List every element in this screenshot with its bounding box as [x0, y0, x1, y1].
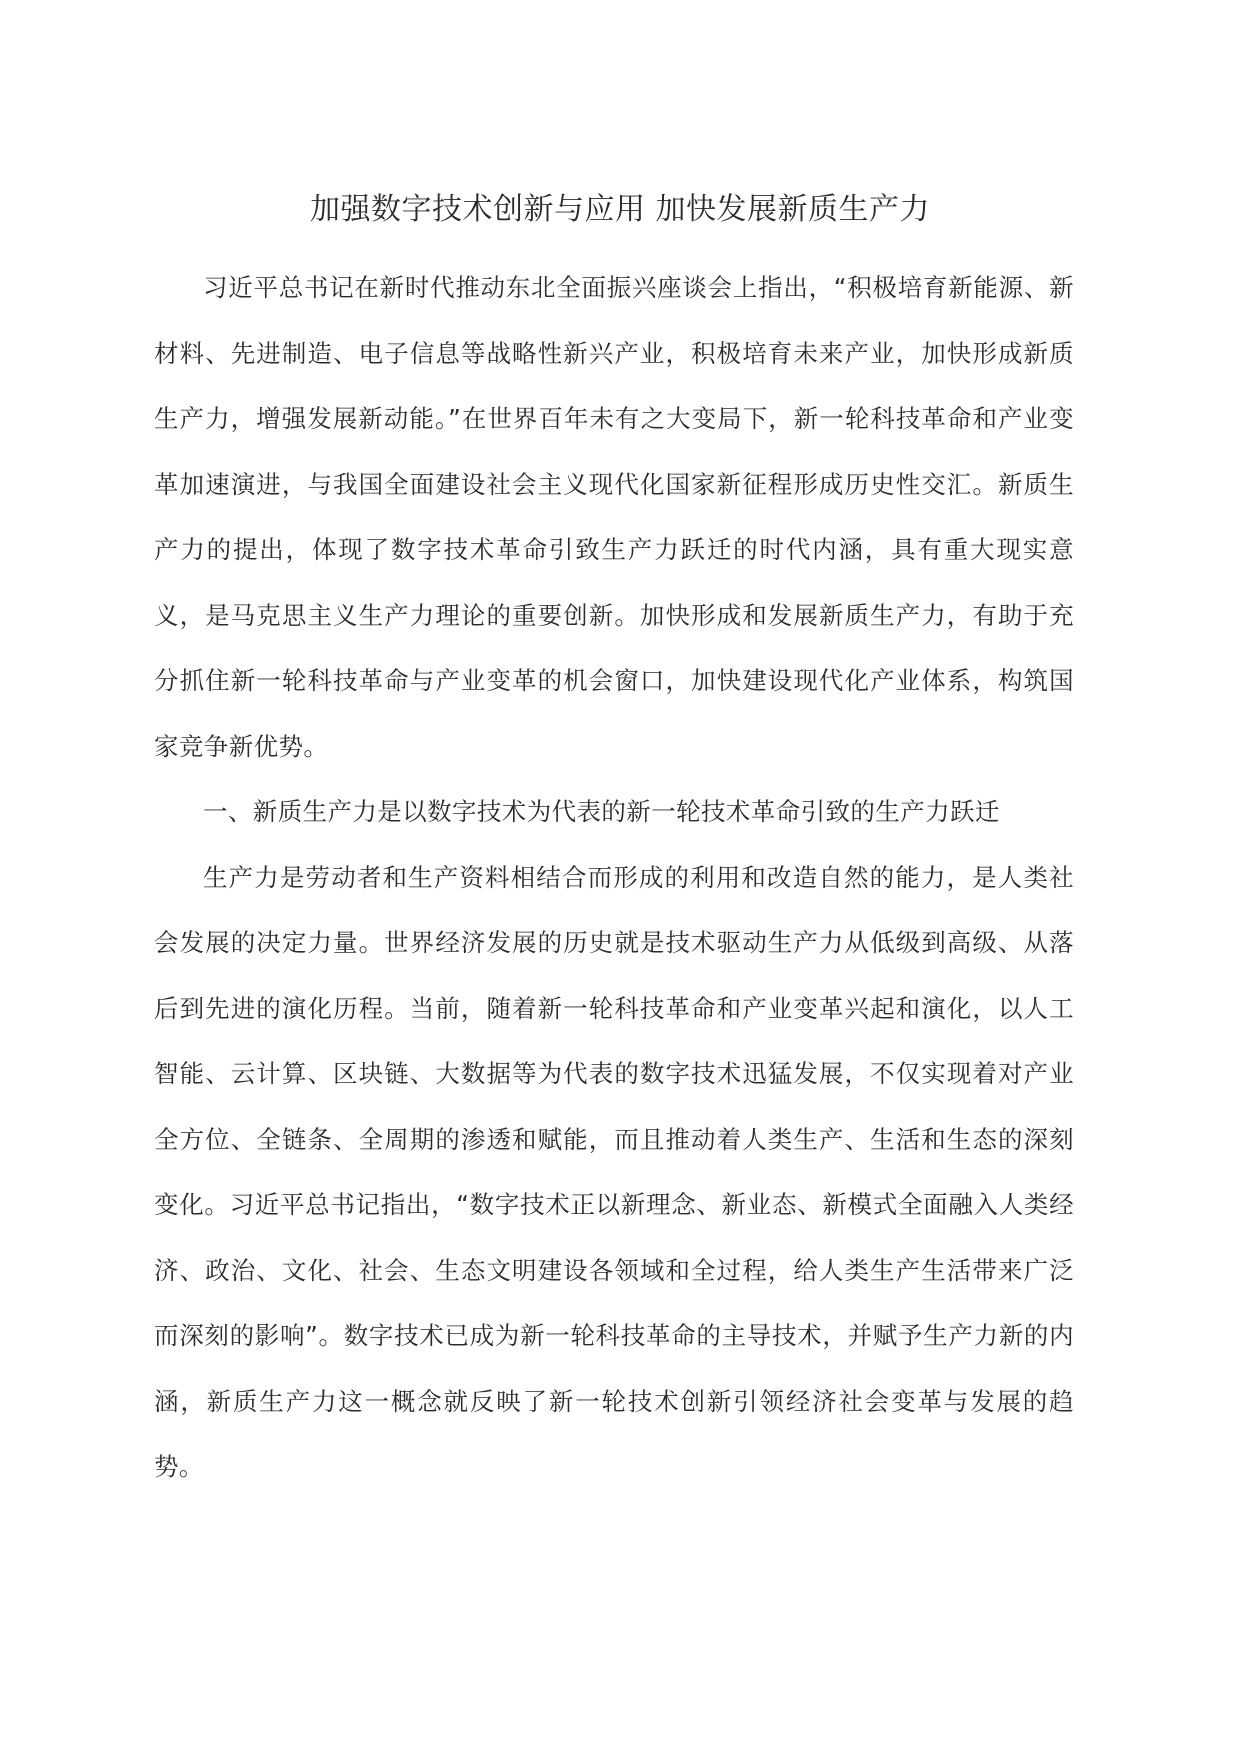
section-heading-1: 一、新质生产力是以数字技术为代表的新一轮技术革命引致的生产力跃迁	[203, 797, 1000, 826]
document-title: 加强数字技术创新与应用 加快发展新质生产力	[309, 192, 931, 227]
paragraph-intro: 习近平总书记在新时代推动东北全面振兴座谈会上指出，“积极培育新能源、新材料、先进制造、电子信息等战略性新兴产业，积极培育未来产业，加快形成新质生产力，增强发展新动能。”在世界百年未有之大变局下，新一轮科技革命和产业变革加速演进，与我国全面建设社会主义现代化国家新征程形成历史性交汇。新质生产力的提出，体现了数字技术革命引致生产力跃迁的时代内涵，具有重大现实意义，是马克思主义生产力理论的重要创新。加快形成和发展新质生产力，有助于充分抓住新一轮科技革命与产业变革的机会窗口，加快建设现代化产业体系，构筑国家竞争新优势。	[154, 273, 1074, 761]
paragraph-productivity: 生产力是劳动者和生产资料相结合而形成的利用和改造自然的能力，是人类社会发展的决定力量。世界经济发展的历史就是技术驱动生产力从低级到高级、从落后到先进的演化历程。当前，随着新一轮科技革命和产业变革兴起和演化，以人工智能、云计算、区块链、大数据等为代表的数字技术迅猛发展，不仅实现着对产业全方位、全链条、全周期的渗透和赋能，而且推动着人类生产、生活和生态的深刻变化。习近平总书记指出，“数字技术正以新理念、新业态、新模式全面融入人类经济、政治、文化、社会、生态文明建设各领域和全过程，给人类生产生活带来广泛而深刻的影响”。数字技术已成为新一轮科技革命的主导技术，并赋予生产力新的内涵，新质生产力这一概念就反映了新一轮技术创新引领经济社会变革与发展的趋势。	[154, 862, 1074, 1481]
document-body	[154, 255, 1074, 1500]
